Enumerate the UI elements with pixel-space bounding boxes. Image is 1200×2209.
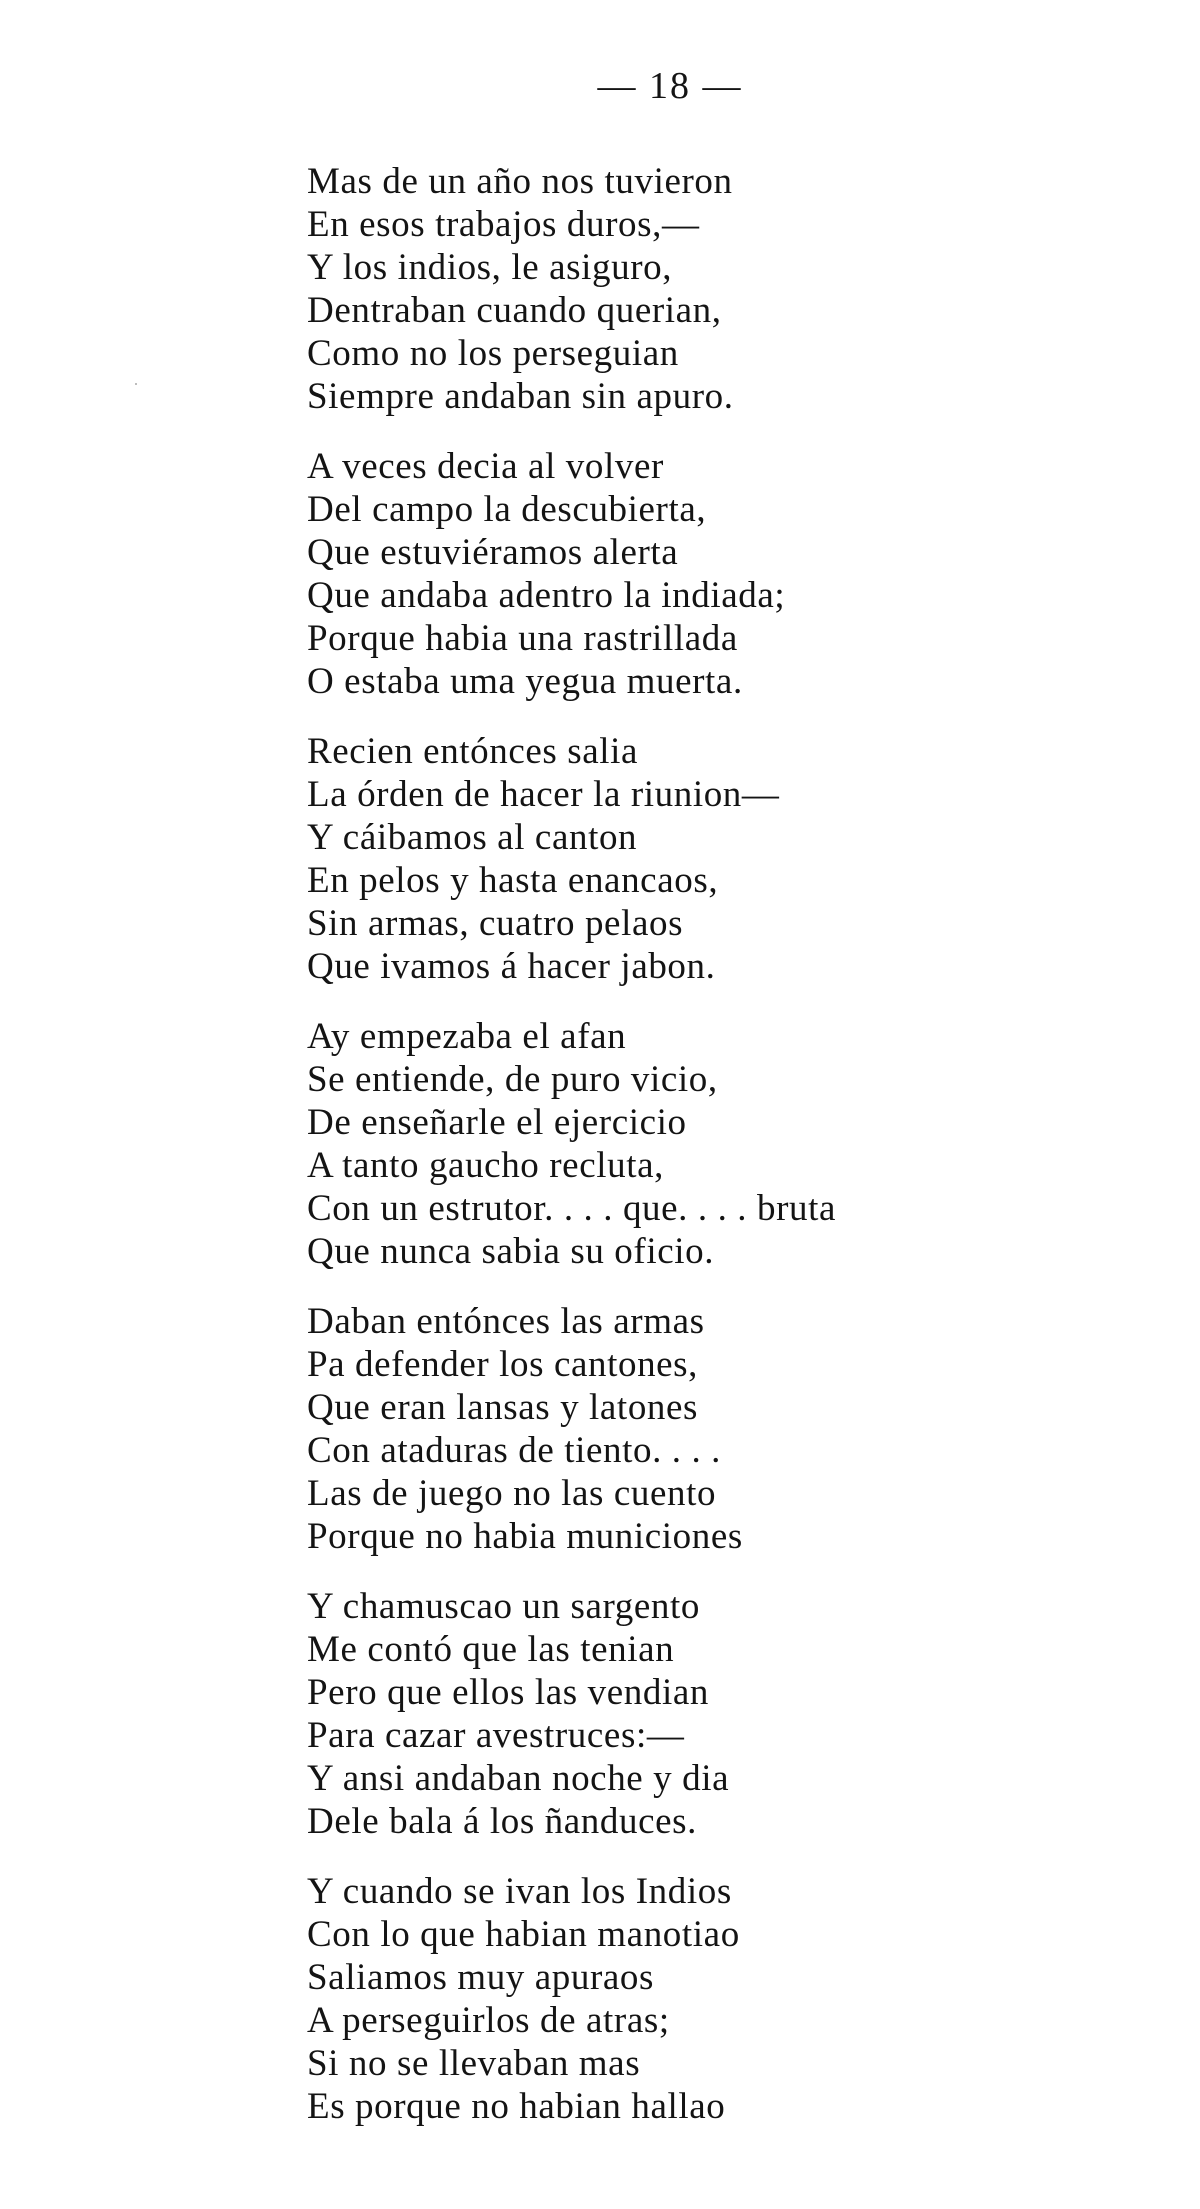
stanza-1 (307, 160, 1167, 418)
ink-speck (135, 383, 137, 385)
verse-line: Recien entónces salia (307, 731, 639, 772)
verse-line: Para cazar avestruces:— (307, 1715, 685, 1756)
verse-line: En pelos y hasta enancaos, (307, 860, 719, 901)
verse-line: Y ansi andaban noche y dia (307, 1758, 730, 1799)
poem-body (307, 160, 1167, 2155)
verse-line: Daban entónces las armas (307, 1301, 705, 1342)
verse-line: Pa defender los cantones, (307, 1344, 699, 1385)
verse-line: Y los indios, le asiguro, (307, 247, 673, 288)
verse-line: Dele bala á los ñanduces. (307, 1801, 697, 1842)
verse-line: O estaba uma yegua muerta. (307, 661, 743, 702)
verse-line: Con un estrutor. . . . que. . . . bruta (307, 1188, 837, 1229)
verse-line: Mas de un año nos tuvieron (307, 161, 733, 202)
verse-line: A perseguirlos de atras; (307, 2000, 670, 2041)
page-number: — 18 — (597, 65, 743, 107)
verse-line: Ay empezaba el afan (307, 1016, 627, 1057)
verse-line: Y cáibamos al canton (307, 817, 638, 858)
verse-line: Saliamos muy apuraos (307, 1957, 655, 1998)
verse-line: Con lo que habian manotiao (307, 1914, 740, 1955)
verse-line: Con ataduras de tiento. . . . (307, 1430, 722, 1471)
stanza-6 (307, 1585, 1167, 1843)
verse-line: Se entiende, de puro vicio, (307, 1059, 718, 1100)
stanza-2 (307, 445, 1167, 703)
verse-line: Dentraban cuando querian, (307, 290, 722, 331)
verse-line: Las de juego no las cuento (307, 1473, 717, 1514)
verse-line: La órden de hacer la riunion— (307, 774, 780, 815)
verse-line: Es porque no habian hallao (307, 2086, 726, 2127)
verse-line: Que estuviéramos alerta (307, 532, 679, 573)
verse-line: Pero que ellos las vendian (307, 1672, 709, 1713)
verse-line: Sin armas, cuatro pelaos (307, 903, 684, 944)
verse-line: A veces decia al volver (307, 446, 664, 487)
verse-line: Que nunca sabia su oficio. (307, 1231, 715, 1272)
verse-line: Que eran lansas y latones (307, 1387, 699, 1428)
verse-line: Que ivamos á hacer jabon. (307, 946, 716, 987)
verse-line: Porque no habia municiones (307, 1516, 743, 1557)
verse-line: Del campo la descubierta, (307, 489, 707, 530)
verse-line: A tanto gaucho recluta, (307, 1145, 664, 1186)
verse-line: Que andaba adentro la indiada; (307, 575, 786, 616)
verse-line: Y cuando se ivan los Indios (307, 1871, 732, 1912)
stanza-5 (307, 1300, 1167, 1558)
verse-line: Porque habia una rastrillada (307, 618, 738, 659)
verse-line: Si no se llevaban mas (307, 2043, 641, 2084)
verse-line: Y chamuscao un sargento (307, 1586, 700, 1627)
verse-line: De enseñarle el ejercicio (307, 1102, 687, 1143)
verse-line: Como no los perseguian (307, 333, 679, 374)
verse-line: Me contó que las tenian (307, 1629, 675, 1670)
verse-line: Siempre andaban sin apuro. (307, 376, 734, 417)
stanza-7 (307, 1870, 1167, 2128)
verse-line: En esos trabajos duros,— (307, 204, 700, 245)
stanza-4 (307, 1015, 1167, 1273)
stanza-3 (307, 730, 1167, 988)
